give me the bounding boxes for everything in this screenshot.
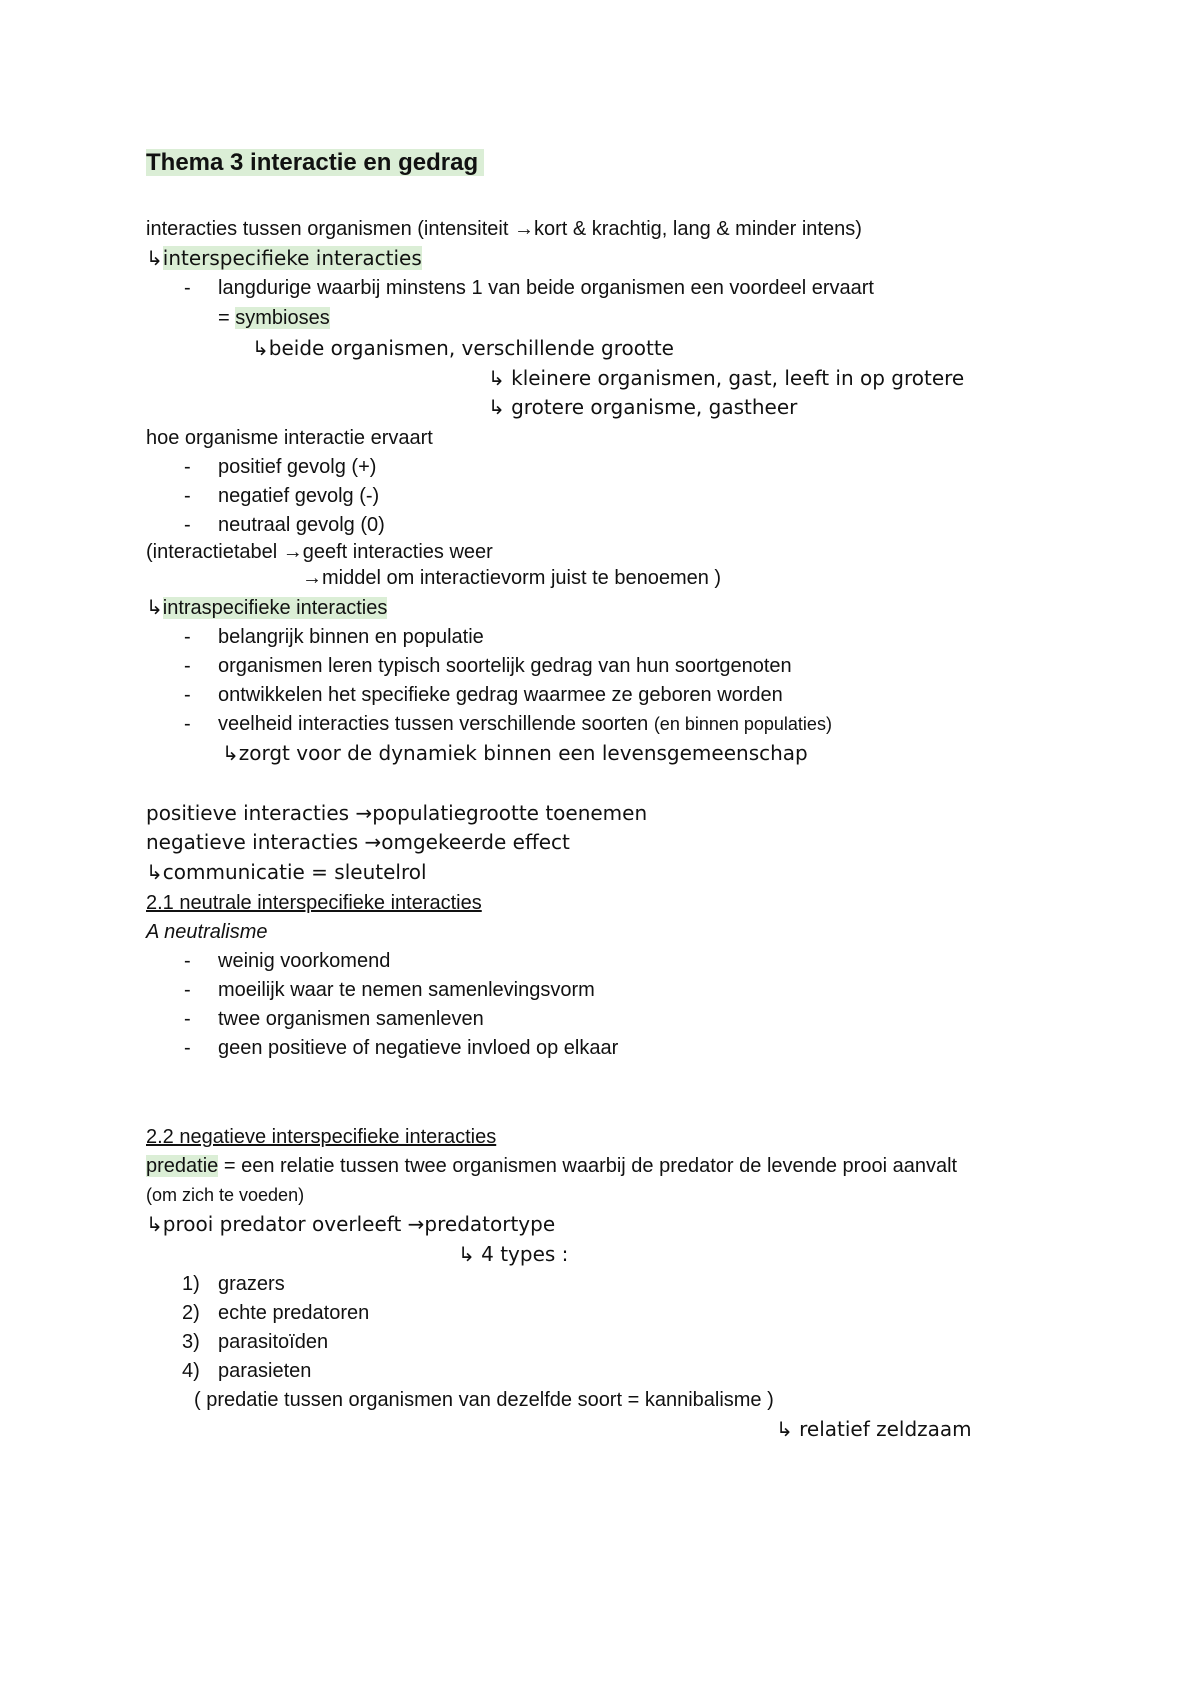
list-item-text: positief gevolg (+) [218, 456, 377, 478]
symbioses-sub-1: ↳beide organismen, verschillende grootte [252, 336, 674, 360]
list-item-text: geen positieve of negatieve invloed op elkaar [218, 1037, 619, 1059]
item-text: parasitoïden [218, 1331, 329, 1353]
bullet-dash: - [184, 655, 191, 677]
interspecific-heading [146, 245, 422, 272]
list-item-text: moeilijk waar te nemen samenlevingsvorm [218, 979, 595, 1001]
tabel-line-1: (interactietabel →geeft interacties weer [146, 541, 493, 563]
intra-sub: ↳zorgt voor de dynamiek binnen een levensgemeenschap [222, 741, 808, 765]
list-item-main: veelheid interacties tussen verschillende soorten [218, 713, 654, 735]
bullet-dash: - [184, 950, 191, 972]
prooi-line: ↳prooi predator overleeft →predatortype [146, 1212, 556, 1236]
section-2-2-heading: 2.2 negatieve interspecifieke interacties [146, 1126, 497, 1148]
list-item-small: (en binnen populaties) [653, 714, 832, 734]
communication-line: ↳communicatie = sleutelrol [146, 860, 427, 884]
list-item-text: belangrijk binnen en populatie [218, 626, 484, 648]
how-heading: hoe organisme interactie ervaart [146, 427, 433, 449]
title-highlight: Thema 3 interactie en gedrag [146, 149, 484, 176]
predatie-definition-cont: (om zich te voeden) [146, 1185, 305, 1205]
symbioses-label: symbioses [235, 307, 330, 329]
bullet-dash: - [184, 485, 191, 507]
arrow-icon: ↳ [146, 246, 163, 270]
item-number: 1) [182, 1273, 200, 1295]
list-item-text: neutraal gevolg (0) [218, 514, 385, 536]
list-item-text: ontwikkelen het specifieke gedrag waarmee ze geboren worden [218, 684, 783, 706]
bullet-dash: - [184, 684, 191, 706]
kannibalisme-line: ( predatie tussen organismen van dezelfde soort = kannibalisme ) [194, 1389, 774, 1411]
predatie-definition-text: = een relatie tussen twee organismen waarbij de predator de levende prooi aanvalt [218, 1155, 958, 1177]
item-text: parasieten [218, 1360, 312, 1382]
positive-line: positieve interacties →populatiegrootte toenemen [146, 801, 648, 825]
predatie-label: predatie [146, 1155, 219, 1177]
symbioses-line [218, 305, 330, 331]
negative-line: negatieve interacties →omgekeerde effect [146, 830, 570, 854]
zeldzaam-line: ↳ relatief zeldzaam [776, 1417, 972, 1441]
neutralisme-subheading: A neutralisme [146, 921, 268, 943]
bullet-dash: - [184, 514, 191, 536]
list-item-text: negatief gevolg (-) [218, 485, 380, 507]
bullet-dash: - [184, 277, 191, 299]
list-item-text: organismen leren typisch soortelijk gedrag van hun soortgenoten [218, 655, 792, 677]
types-line: ↳ 4 types : [458, 1242, 569, 1266]
intro-line: interacties tussen organismen (intensiteit →kort & krachtig, lang & minder intens) [146, 218, 862, 240]
bullet-dash: - [184, 456, 191, 478]
list-item-text: weinig voorkomend [218, 950, 391, 972]
intraspecific-label: intraspecifieke interacties [162, 597, 388, 619]
page-title [146, 147, 484, 179]
symbioses-sub-2: ↳ kleinere organismen, gast, leeft in op grotere [488, 366, 965, 390]
symbioses-sub-3: ↳ grotere organisme, gastheer [488, 395, 798, 419]
list-item-text: langdurige waarbij minstens 1 van beide organismen een voordeel ervaart [218, 277, 874, 299]
item-number: 2) [182, 1302, 200, 1324]
arrow-icon: ↳ [146, 595, 163, 619]
bullet-dash: - [184, 626, 191, 648]
intraspecific-heading [146, 594, 387, 621]
item-text: echte predatoren [218, 1302, 370, 1324]
bullet-dash: - [184, 1037, 191, 1059]
item-text: grazers [218, 1273, 285, 1295]
list-item-text: twee organismen samenleven [218, 1008, 484, 1030]
interspecific-label: interspecifieke interacties [162, 246, 422, 270]
bullet-dash: - [184, 1008, 191, 1030]
section-2-1-heading: 2.1 neutrale interspecifieke interacties [146, 892, 482, 914]
item-number: 4) [182, 1360, 200, 1382]
predatie-definition [146, 1153, 957, 1179]
tabel-line-2: →middel om interactievorm juist te benoemen ) [302, 567, 722, 589]
bullet-dash: - [184, 713, 191, 735]
bullet-dash: - [184, 979, 191, 1001]
equals-prefix: = [218, 307, 236, 329]
list-item-text [218, 711, 832, 737]
item-number: 3) [182, 1331, 200, 1353]
